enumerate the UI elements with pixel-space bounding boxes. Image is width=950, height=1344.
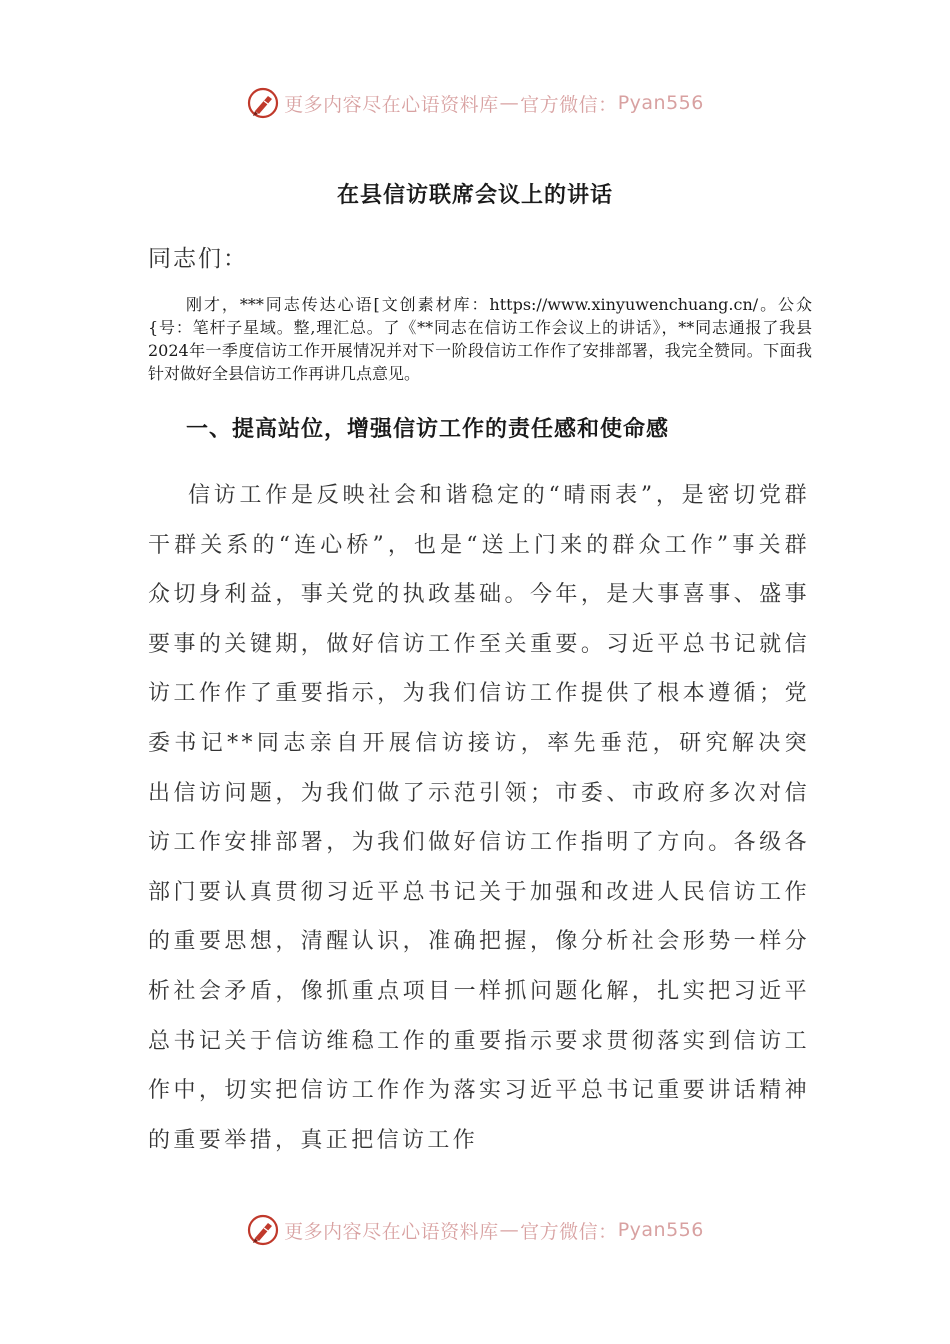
header-wechat-id: Pyan556 [617, 92, 704, 114]
pen-logo-icon [246, 1213, 280, 1247]
footer-wechat-label: 官方微信： [520, 1220, 618, 1243]
header-site-text: 更多内容尽在心语资料库 [284, 93, 499, 116]
footer-wechat-id: Pyan556 [617, 1219, 704, 1241]
header-banner [0, 83, 950, 123]
header-dash: — [499, 92, 520, 114]
footer-banner [0, 1210, 950, 1250]
salutation: 同志们： [148, 246, 248, 272]
footer-site-text: 更多内容尽在心语资料库 [284, 1220, 499, 1243]
header-wechat-label: 官方微信： [520, 93, 618, 116]
section-1-body: 信访工作是反映社会和谐稳定的“晴雨表”，是密切党群干群关系的“连心桥”，也是“送上门来的群众工作”事关群众切身利益，事关党的执政基础。今年，是大事喜事、盛事要事的关键期，做好信访工作至关重要。习近平总书记就信访工作作了重要指示，为我们信访工作提供了根本遵循；党委书记**同志亲自开展信访接访，率先垂范，研究解决突出信访问题，为我们做了示范引领；市委、市政府多次对信访工作安排部署，为我们做好信访工作指明了方向。各级各部门要认真贯彻习近平总书记关于加强和改进人民信访工作的重要思想，清醒认识，准确把握，像分析社会形势一样分析社会矛盾，像抓重点项目一样抓问题化解，扎实把习近平总书记关于信访维稳工作的重要指示要求贯彻落实到信访工作中，切实把信访工作作为落实习近平总书记重要讲话精神的重要举措，真正把信访工作 [148, 483, 810, 1153]
intro-paragraph: 刚才，***同志传达心语[文创素材库：https://www.xinyuwenchuang.cn/。公众{号：笔杆子星域。整,理汇总。了《**同志在信访工作会议上的讲话》，**同志通报了我县2024年一季度信访工作开展情况并对下一阶段信访工作作了安排部署，我完全赞同。下面我针对做好全县信访工作再讲几点意见。 [148, 295, 812, 383]
document-title: 在县信访联席会议上的讲话 [336, 182, 613, 208]
pen-logo-icon [246, 86, 280, 120]
footer-dash: — [499, 1219, 520, 1241]
section-1-heading: 一、提高站位，增强信访工作的责任感和使命感 [186, 416, 670, 442]
